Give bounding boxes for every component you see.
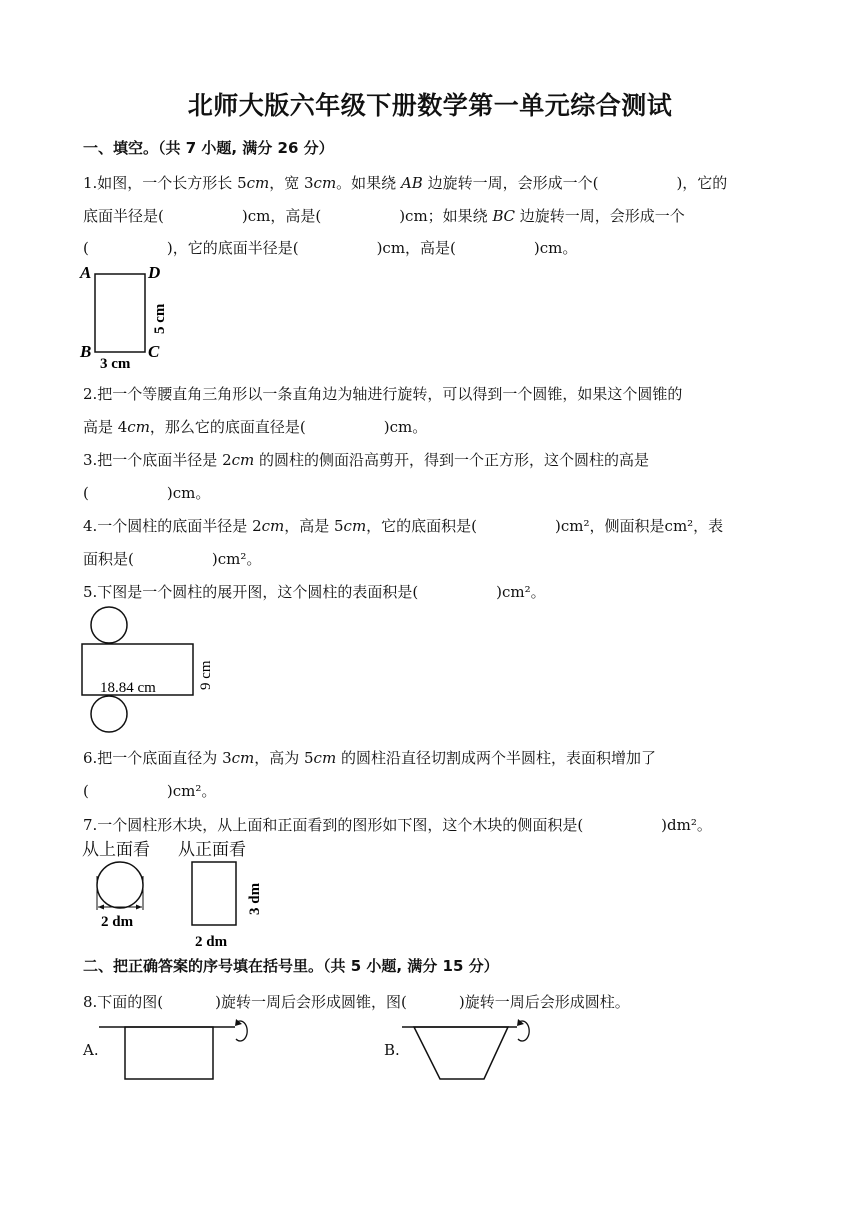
front-view-rectangle bbox=[192, 862, 236, 925]
q1-text: )cm，高是( bbox=[376, 239, 456, 257]
label-c: C bbox=[148, 342, 160, 361]
rotation-arrowhead-icon bbox=[517, 1019, 524, 1026]
top-view-circle bbox=[97, 862, 143, 908]
question-1-line-2 bbox=[83, 206, 685, 226]
q4-text: 面积是( bbox=[83, 550, 134, 568]
bottom-circle bbox=[91, 696, 127, 732]
label-b: B bbox=[80, 342, 92, 361]
question-2-line-1: 2.把一个等腰直角三角形以一条直角边为轴进行旋转，可以得到一个圆锥，如果这个圆锥的 bbox=[83, 385, 683, 403]
q5-text: )cm²。 bbox=[496, 583, 546, 601]
views-figure bbox=[85, 858, 275, 950]
question-1-line-3 bbox=[83, 238, 577, 258]
q8-text: )旋转一周后会形成圆柱。 bbox=[458, 993, 630, 1011]
q4-text: )cm²。 bbox=[211, 550, 262, 568]
q1-text: )，它的底面半径是( bbox=[166, 239, 299, 257]
label-height: 5 cm bbox=[152, 303, 168, 334]
question-6-line-2 bbox=[83, 781, 216, 801]
question-2-line-2 bbox=[83, 417, 427, 437]
q2-text: )cm。 bbox=[383, 418, 428, 436]
page-title: 北师大版六年级下册数学第一单元综合测试 bbox=[187, 91, 673, 120]
section-heading-multiple-choice: 二、把正确答案的序号填在括号里。（共 5 小题, 满分 15 分） bbox=[83, 957, 499, 975]
cylinder-net-figure bbox=[78, 604, 228, 734]
rotation-arrowhead-icon bbox=[235, 1019, 242, 1026]
q6-text: ( bbox=[83, 782, 89, 800]
label-d: D bbox=[148, 263, 161, 282]
label-front-width: 2 dm bbox=[195, 934, 228, 950]
label-width: 3 cm bbox=[100, 356, 131, 372]
option-b-svg bbox=[400, 1013, 560, 1085]
label-a: A bbox=[80, 263, 92, 282]
question-7-line-1 bbox=[83, 815, 712, 835]
option-b-label[interactable]: B. bbox=[384, 1041, 400, 1059]
q1-text: )cm；如果绕 𝐵𝐶 边旋转一周，会形成一个 bbox=[399, 207, 685, 225]
option-b-trapezoid bbox=[414, 1027, 508, 1079]
question-4-line-1 bbox=[83, 516, 723, 536]
q1-text: )，它的 bbox=[676, 174, 728, 192]
rectangle-figure bbox=[78, 262, 178, 372]
q8-text: )旋转一周后会形成圆锥，图( bbox=[215, 993, 407, 1011]
views-svg bbox=[85, 858, 275, 950]
question-3-line-1: 3.把一个底面半径是 2𝑐𝑚 的圆柱的侧面沿高剪开，得到一个正方形，这个圆柱的高是 bbox=[83, 451, 650, 469]
question-3-line-2 bbox=[83, 483, 210, 503]
q1-text: 底面半径是( bbox=[83, 207, 164, 225]
option-b-figure[interactable] bbox=[400, 1013, 560, 1085]
q1-text: )cm，高是( bbox=[241, 207, 322, 225]
arrowhead-left bbox=[98, 905, 104, 910]
question-1-line-1 bbox=[83, 173, 727, 193]
q3-text: ( bbox=[83, 484, 89, 502]
q7-text: 7.一个圆柱形木块，从上面和正面看到的图形如下图，这个木块的侧面积是( bbox=[83, 816, 584, 834]
q3-text: )cm。 bbox=[166, 484, 211, 502]
q8-text: 8.下面的图( bbox=[83, 993, 164, 1011]
option-a-figure[interactable] bbox=[95, 1013, 255, 1085]
rectangle-abcd bbox=[95, 274, 145, 352]
label-net-width: 18.84 cm bbox=[100, 680, 156, 696]
q1-text: ( bbox=[83, 239, 89, 257]
q5-text: 5.下图是一个圆柱的展开图，这个圆柱的表面积是( bbox=[83, 583, 419, 601]
q6-text: )cm²。 bbox=[166, 782, 217, 800]
q1-text: )cm。 bbox=[533, 239, 578, 257]
arrowhead-right bbox=[136, 905, 142, 910]
option-a-rectangle bbox=[125, 1027, 213, 1079]
caption-top-view: 从上面看 bbox=[82, 840, 150, 860]
question-6-line-1: 6.把一个底面直径为 3𝑐𝑚，高为 5𝑐𝑚 的圆柱沿直径切割成两个半圆柱，表面积增加了 bbox=[83, 749, 656, 767]
q1-text: 1.如图，一个长方形长 5𝑐𝑚，宽 3𝑐𝑚。如果绕 𝐴𝐵 边旋转一周，会形成一个( bbox=[83, 174, 599, 192]
top-circle bbox=[91, 607, 127, 643]
cylinder-net-svg bbox=[78, 604, 228, 734]
option-a-label[interactable]: A. bbox=[83, 1041, 99, 1059]
label-net-height: 9 cm bbox=[198, 660, 214, 690]
label-front-height: 3 dm bbox=[247, 882, 263, 915]
q4-text: 4.一个圆柱的底面半径是 2𝑐𝑚，高是 5𝑐𝑚，它的底面积是( bbox=[83, 517, 478, 535]
q7-text: )dm²。 bbox=[661, 816, 712, 834]
caption-front-view: 从正面看 bbox=[178, 840, 246, 860]
label-diameter: 2 dm bbox=[101, 914, 134, 930]
rectangle-figure-svg bbox=[78, 262, 178, 372]
question-5-line-1 bbox=[83, 582, 546, 602]
q2-text: 高是 4𝑐𝑚，那么它的底面直径是( bbox=[83, 418, 306, 436]
q4-text: )cm²，侧面积是cm²，表 bbox=[555, 517, 724, 535]
option-a-svg bbox=[95, 1013, 255, 1085]
question-8-line-1 bbox=[83, 992, 630, 1012]
question-4-line-2 bbox=[83, 549, 261, 569]
section-heading-fill-blank: 一、填空。（共 7 小题, 满分 26 分） bbox=[83, 139, 334, 157]
